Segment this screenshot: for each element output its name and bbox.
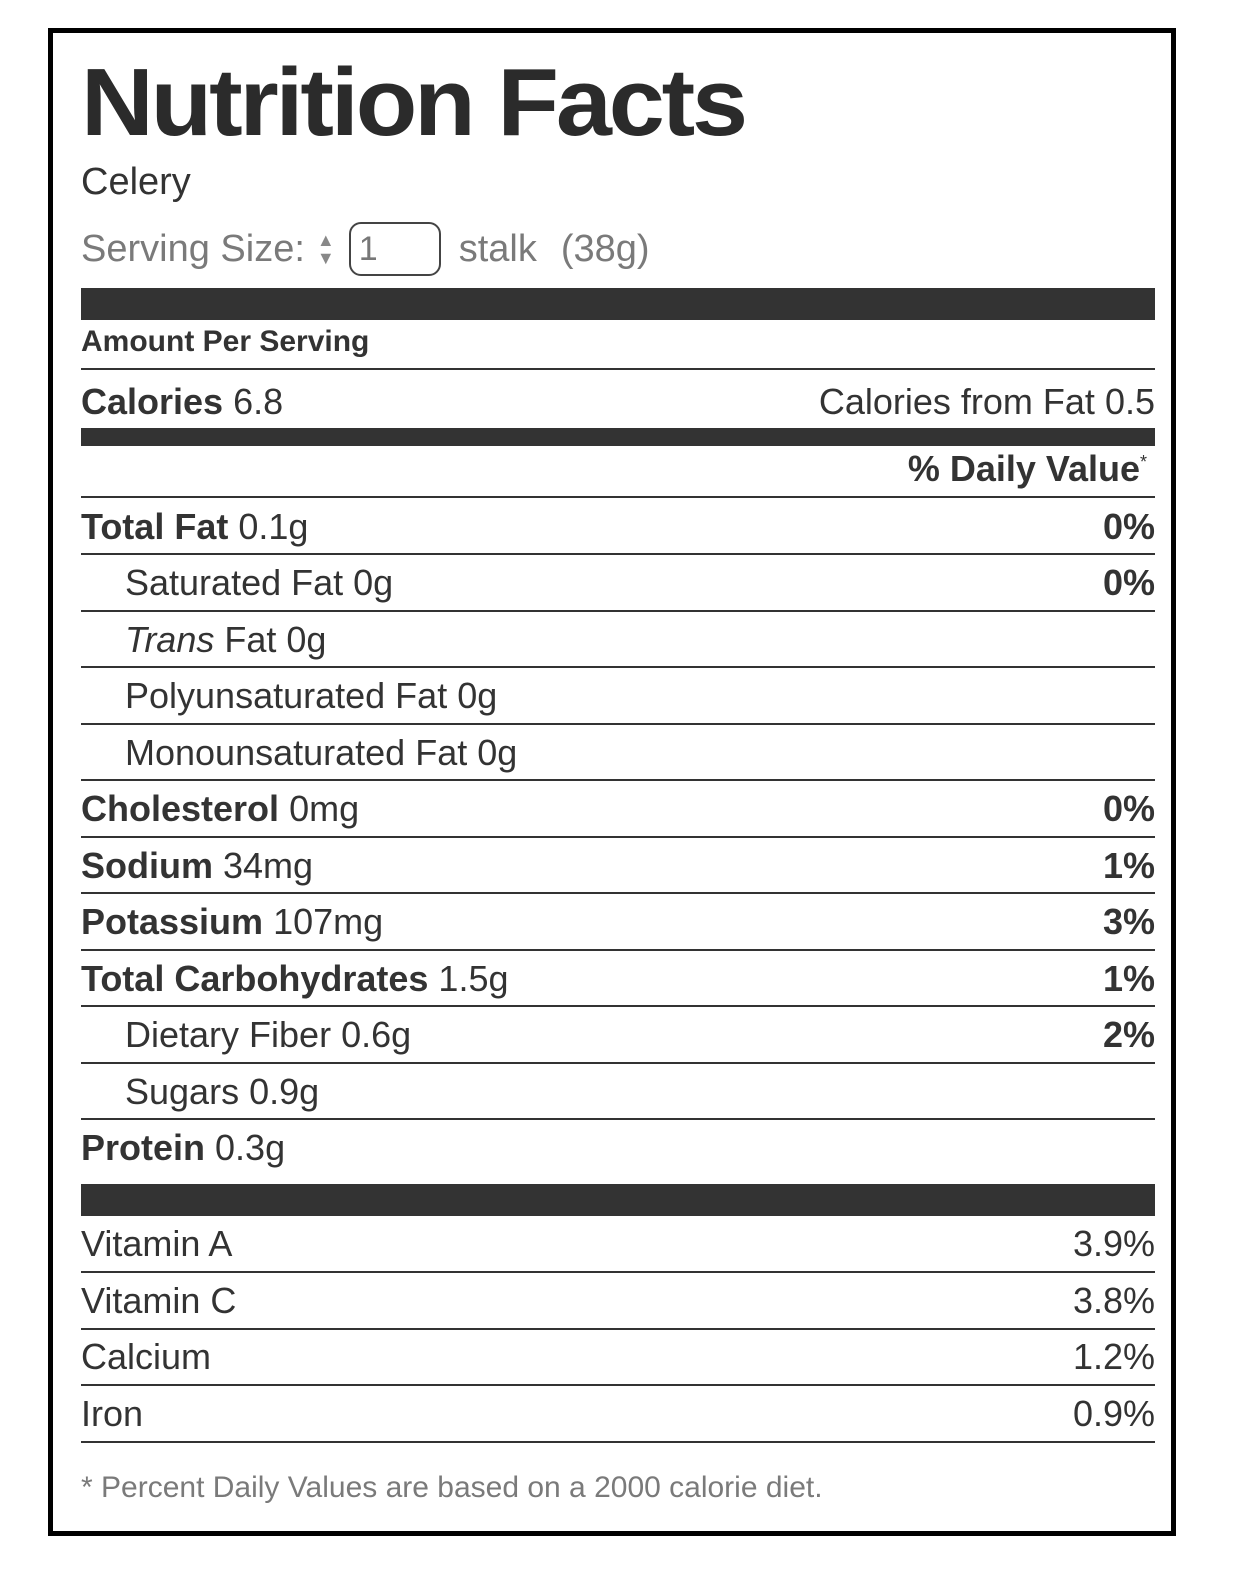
- nutrient-label: Potassium: [81, 901, 264, 942]
- nutrient-daily-value: 3%: [1102, 901, 1155, 942]
- food-name: Celery: [81, 161, 191, 203]
- nutrient-amount: 0.1g: [238, 506, 309, 547]
- quantity-stepper-icon[interactable]: [317, 231, 335, 267]
- vitamin-value: 3.8%: [1072, 1280, 1155, 1321]
- divider: [81, 892, 1155, 894]
- vitamin-row-c: [81, 1279, 1155, 1323]
- nutrient-row-polyunsaturated-fat: [81, 676, 1155, 716]
- nutrient-row-cholesterol: [81, 789, 1155, 829]
- nutrition-label: [48, 28, 1176, 1536]
- nutrient-name: [81, 788, 360, 829]
- nutrient-daily-value: 0%: [1102, 562, 1155, 603]
- vitamin-label: Vitamin A: [81, 1223, 233, 1264]
- divider: [81, 723, 1155, 725]
- divider: [81, 836, 1155, 838]
- nutrient-daily-value: 1%: [1102, 958, 1155, 999]
- nutrient-name: [81, 562, 394, 603]
- nutrient-label: Monounsaturated Fat: [125, 732, 468, 773]
- stepper-up-icon[interactable]: ▲: [316, 230, 335, 250]
- divider: [81, 1062, 1155, 1064]
- nutrient-label: Cholesterol: [81, 788, 280, 829]
- vitamin-value: 1.2%: [1072, 1336, 1155, 1377]
- nutrient-daily-value: 0%: [1102, 788, 1155, 829]
- nutrient-row-dietary-fiber: [81, 1015, 1155, 1055]
- divider: [81, 949, 1155, 951]
- nutrient-amount: 0g: [353, 562, 394, 603]
- nutrient-label-suffix: Fat: [224, 619, 277, 660]
- calories-value: 6.8: [233, 381, 284, 422]
- nutrient-amount: 0g: [457, 675, 498, 716]
- serving-weight: (38g): [560, 227, 650, 270]
- nutrient-label: Sodium: [81, 845, 213, 886]
- divider: [81, 1271, 1155, 1273]
- nutrient-amount: 0g: [286, 619, 327, 660]
- nutrient-row-sugars: [81, 1072, 1155, 1112]
- divider: [81, 1118, 1155, 1120]
- nutrient-name: [81, 619, 327, 660]
- nutrient-row-protein: [81, 1128, 1155, 1168]
- nutrient-row-monounsaturated-fat: [81, 733, 1155, 773]
- divider: [81, 1384, 1155, 1386]
- calories-from-fat-value: 0.5: [1104, 381, 1155, 422]
- thick-divider: [81, 288, 1155, 320]
- nutrient-daily-value: 2%: [1102, 1014, 1155, 1055]
- nutrient-label: Dietary Fiber: [125, 1014, 332, 1055]
- daily-value-label: % Daily Value: [907, 448, 1140, 489]
- nutrient-daily-value: 1%: [1102, 845, 1155, 886]
- nutrient-name: [81, 1127, 286, 1168]
- nutrient-amount: 0.6g: [341, 1014, 412, 1055]
- footnote: * Percent Daily Values are based on a 2000 calorie diet.: [81, 1471, 823, 1504]
- stepper-down-icon[interactable]: ▼: [316, 248, 335, 268]
- divider: [81, 496, 1155, 498]
- divider: [81, 1005, 1155, 1007]
- nutrient-row-saturated-fat: [81, 563, 1155, 603]
- calories-from-fat-label: Calories from Fat: [818, 381, 1095, 422]
- nutrient-label: Total Fat: [81, 506, 229, 547]
- divider: [81, 553, 1155, 555]
- nutrient-label: Protein: [81, 1127, 206, 1168]
- nutrient-name: [81, 958, 509, 999]
- nutrient-row-total-fat: [81, 507, 1155, 547]
- nutrient-row-sodium: [81, 846, 1155, 886]
- divider: [81, 368, 1155, 370]
- vitamin-label: Vitamin C: [81, 1280, 237, 1321]
- nutrient-row-trans-fat: [81, 620, 1155, 660]
- vitamin-value: 3.9%: [1072, 1223, 1155, 1264]
- daily-value-header: [907, 448, 1147, 489]
- divider: [81, 666, 1155, 668]
- nutrient-amount: 0mg: [289, 788, 360, 829]
- nutrient-name: [81, 901, 384, 942]
- nutrient-amount: 107mg: [273, 901, 384, 942]
- vitamin-row-calcium: [81, 1335, 1155, 1379]
- vitamin-row-iron: [81, 1392, 1155, 1436]
- nutrient-label: Sugars: [125, 1071, 240, 1112]
- nutrient-label: Polyunsaturated Fat: [125, 675, 448, 716]
- nutrient-name: [81, 1071, 320, 1112]
- thick-divider: [81, 1184, 1155, 1216]
- vitamin-label: Iron: [81, 1393, 144, 1434]
- vitamin-label: Calcium: [81, 1336, 212, 1377]
- vitamin-value: 0.9%: [1072, 1393, 1155, 1434]
- divider: [81, 1441, 1155, 1443]
- nutrient-daily-value: 0%: [1102, 506, 1155, 547]
- calories-row: [81, 383, 1155, 421]
- label-title: Nutrition Facts: [81, 49, 745, 156]
- nutrient-amount: 1.5g: [438, 958, 509, 999]
- vitamin-row-a: [81, 1222, 1155, 1266]
- nutrient-name: [81, 675, 498, 716]
- daily-value-asterisk: *: [1139, 452, 1147, 472]
- divider: [81, 610, 1155, 612]
- nutrient-name: [81, 732, 518, 773]
- nutrient-label-italic: Trans: [125, 619, 215, 660]
- nutrient-amount: 0.9g: [249, 1071, 320, 1112]
- serving-size-row: [81, 221, 650, 277]
- nutrient-label: Total Carbohydrates: [81, 958, 429, 999]
- divider: [81, 779, 1155, 781]
- medium-divider: [81, 428, 1155, 446]
- nutrient-amount: 0.3g: [215, 1127, 286, 1168]
- nutrient-row-total-carbohydrates: [81, 959, 1155, 999]
- calories-left: [81, 381, 284, 422]
- calories-label: Calories: [81, 381, 224, 422]
- nutrient-amount: 34mg: [223, 845, 314, 886]
- calories-from-fat: [818, 381, 1155, 422]
- nutrient-row-potassium: [81, 902, 1155, 942]
- nutrient-name: [81, 1014, 412, 1055]
- serving-unit: stalk: [458, 227, 537, 270]
- amount-per-serving: Amount Per Serving: [81, 325, 370, 358]
- serving-quantity-input[interactable]: [349, 222, 441, 276]
- serving-size-label: Serving Size:: [81, 227, 305, 270]
- nutrient-amount: 0g: [477, 732, 518, 773]
- nutrient-name: [81, 506, 309, 547]
- nutrient-name: [81, 845, 314, 886]
- nutrient-label: Saturated Fat: [125, 562, 344, 603]
- divider: [81, 1328, 1155, 1330]
